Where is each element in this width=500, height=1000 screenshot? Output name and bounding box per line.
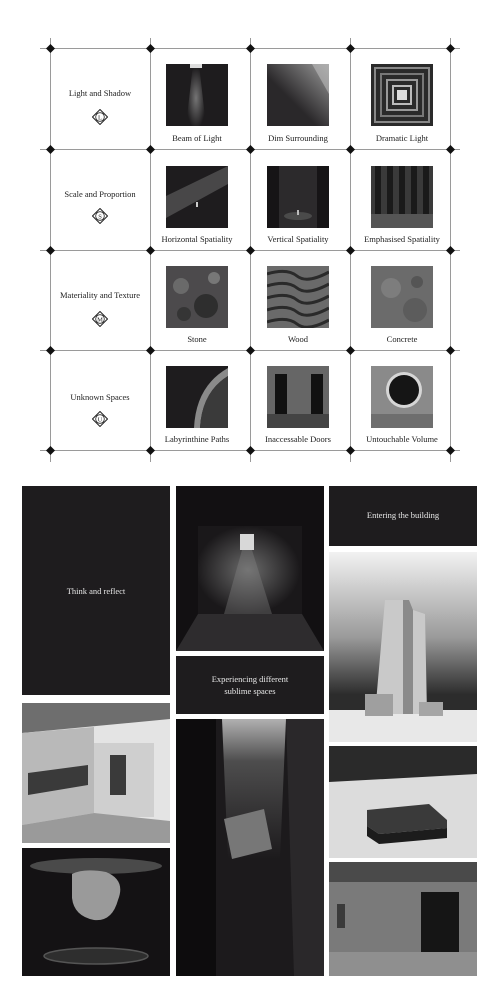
grid-diamond-icon (146, 44, 155, 53)
beam-of-light-image (166, 64, 228, 126)
caption-stone: Stone (187, 334, 207, 344)
wood-texture-image (267, 266, 329, 328)
grid-diamond-icon (146, 446, 155, 455)
caption-emphasised-spatiality: Emphasised Spatiality (364, 234, 440, 244)
entering-the-building-text: Entering the building (366, 510, 440, 520)
scale-diamond-icon (92, 208, 108, 224)
grid-diamond-icon (446, 446, 455, 455)
beam-room-render (176, 486, 324, 651)
grid-diamond-icon (346, 44, 355, 53)
grid-diamond-icon (46, 246, 55, 255)
gallery-render (22, 703, 170, 843)
row-icon-letter: U (97, 416, 103, 424)
grid-diamond-icon (46, 145, 55, 154)
grid-diamond-icon (346, 446, 355, 455)
grid-diamond-icon (446, 44, 455, 53)
row-icon-letter: M (97, 316, 103, 324)
experiencing-spaces-line2: sublime spaces (224, 686, 276, 696)
dramatic-light-image (371, 64, 433, 126)
grid-diamond-icon (246, 246, 255, 255)
caption-vertical-spatiality: Vertical Spatiality (267, 234, 329, 244)
interior-doorway-render (329, 862, 477, 976)
tall-shaft-render (176, 719, 324, 976)
think-and-reflect-panel (22, 486, 170, 695)
grid-diamond-icon (346, 246, 355, 255)
caption-beam-of-light: Beam of Light (172, 133, 222, 143)
material-diamond-icon (92, 311, 108, 327)
caption-wood: Wood (287, 334, 309, 344)
experiencing-spaces-line1: Experiencing different (211, 674, 289, 684)
concept-matrix (0, 0, 500, 470)
horizontal-spatiality-image (166, 166, 228, 228)
caption-untouchable-volume: Untouchable Volume (366, 434, 438, 444)
floating-rock-render (22, 848, 170, 976)
building-exterior-render (329, 552, 477, 742)
labyrinthine-paths-image (166, 366, 228, 428)
row-label-unknown-spaces: Unknown Spaces (70, 392, 130, 402)
caption-labyrinthine-paths: Labyrinthine Paths (164, 434, 230, 444)
emphasised-spatiality-image (371, 166, 433, 228)
row-label-scale-and-proportion: Scale and Proportion (64, 189, 136, 199)
grid-diamond-icon (46, 446, 55, 455)
grid-diamond-icon (246, 346, 255, 355)
grid-diamond-icon (146, 145, 155, 154)
caption-horizontal-spatiality: Horizontal Spatiality (161, 234, 233, 244)
inaccessable-doors-image (267, 366, 329, 428)
grid-diamond-icon (446, 346, 455, 355)
grid-diamond-icon (446, 246, 455, 255)
grid-diamond-icon (46, 346, 55, 355)
grid-diamond-icon (246, 446, 255, 455)
row-icon-letter: L (98, 114, 102, 122)
low-structure-render (329, 746, 477, 858)
grid-diamond-icon (146, 346, 155, 355)
entering-the-building-panel (329, 486, 477, 546)
grid-diamond-icon (346, 145, 355, 154)
stone-texture-image (166, 266, 228, 328)
unknown-diamond-icon (92, 411, 108, 427)
light-diamond-icon (92, 109, 108, 125)
experiencing-spaces-panel (176, 656, 324, 714)
grid-diamond-icon (246, 44, 255, 53)
grid-diamond-icon (446, 145, 455, 154)
dim-surrounding-image (267, 64, 329, 126)
untouchable-volume-image (371, 366, 433, 428)
grid-diamond-icon (246, 145, 255, 154)
caption-concrete: Concrete (386, 334, 418, 344)
caption-dim-surrounding: Dim Surrounding (268, 133, 328, 143)
caption-inaccessable-doors: Inaccessable Doors (265, 434, 331, 444)
concrete-texture-image (371, 266, 433, 328)
row-label-light-and-shadow: Light and Shadow (68, 88, 132, 98)
caption-dramatic-light: Dramatic Light (375, 133, 429, 143)
row-label-materiality-and-texture: Materiality and Texture (60, 290, 140, 300)
row-icon-letter: S (98, 213, 102, 221)
vertical-spatiality-image (267, 166, 329, 228)
grid-diamond-icon (346, 346, 355, 355)
think-and-reflect-text: Think and reflect (66, 586, 126, 596)
grid-diamond-icon (146, 246, 155, 255)
grid-diamond-icon (46, 44, 55, 53)
